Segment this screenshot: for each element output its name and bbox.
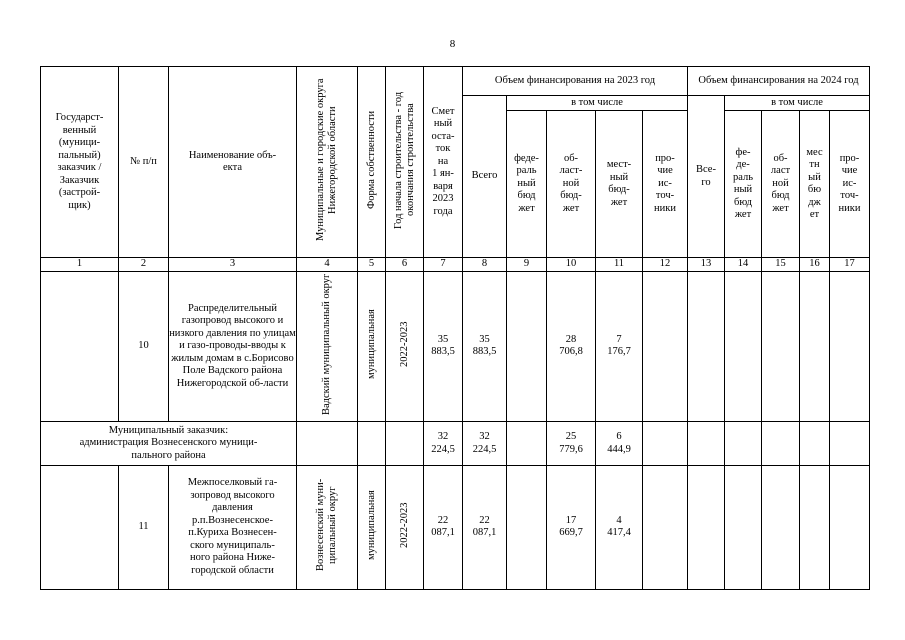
column-number: 5 <box>358 258 386 272</box>
column-number: 11 <box>596 258 643 272</box>
customer-group: Муниципальный заказчик: администрация Вознесенского муници- пального района <box>41 422 297 466</box>
financing-table <box>40 66 870 590</box>
header-local-2023: мест- ный бюд- жет <box>596 111 643 258</box>
column-number: 14 <box>725 258 762 272</box>
local-2023-value: 7 176,7 <box>596 271 643 422</box>
total-2024-value <box>688 466 725 590</box>
regional-2024-value <box>762 466 800 590</box>
ownership: муниципальная <box>365 309 377 379</box>
column-number: 10 <box>547 258 596 272</box>
regional-2023-value: 28 706,8 <box>547 271 596 422</box>
total-2024-value <box>688 422 725 466</box>
header-regional-2023: об- ласт- ной бюд- жет <box>547 111 596 258</box>
federal-2023-value <box>507 422 547 466</box>
other-2024-value <box>830 422 870 466</box>
header-ownership-cell <box>358 67 386 258</box>
header-regional-2024: об- ласт ной бюд жет <box>762 111 800 258</box>
column-number: 8 <box>463 258 507 272</box>
header-local-2024: мес тн ый бю дж ет <box>800 111 830 258</box>
header-federal-2023: феде- раль ный бюд жет <box>507 111 547 258</box>
regional-2023-value: 17 669,7 <box>547 466 596 590</box>
column-number: 7 <box>424 258 463 272</box>
column-number: 17 <box>830 258 870 272</box>
header-customer: Государст- венный (муници- пальный) заказчик / Заказчик (застрой- щик) <box>41 67 119 258</box>
years-cell <box>386 271 424 422</box>
total-2023-value: 35 883,5 <box>463 271 507 422</box>
object-name: Распределительный газопровод высокого и низкого давления по улицам и газо-проводы-вводы к жилым домам в с.Борисово Поле Вадского района Нижегородской об-ласти <box>169 271 297 422</box>
local-2024-value <box>800 466 830 590</box>
ownership-cell <box>358 466 386 590</box>
header-years: Год начала строительства - год окончания строительства <box>392 91 416 229</box>
local-2023-value: 6 444,9 <box>596 422 643 466</box>
header-fin-2023: Объем финансирования на 2023 год <box>463 67 688 96</box>
header-municipality: Муниципальные и городские округа Нижегородской области <box>315 78 338 242</box>
column-number: 16 <box>800 258 830 272</box>
column-number: 4 <box>297 258 358 272</box>
column-number: 12 <box>643 258 688 272</box>
column-number: 9 <box>507 258 547 272</box>
header-total-2024: Все- го <box>688 96 725 258</box>
total-2023-value: 32 224,5 <box>463 422 507 466</box>
years: 2022-2023 <box>398 321 410 367</box>
customer-group-row <box>41 422 870 466</box>
column-number: 13 <box>688 258 725 272</box>
municipality: Вознесенский муни- ципальный округ <box>315 478 338 572</box>
other-2024-value <box>830 466 870 590</box>
table-row <box>41 466 870 590</box>
row-number: 11 <box>119 466 169 590</box>
federal-2024-value <box>725 422 762 466</box>
other-2023-value <box>643 466 688 590</box>
other-2024-value <box>830 271 870 422</box>
ownership-cell <box>358 422 386 466</box>
local-2023-value: 4 417,4 <box>596 466 643 590</box>
header-no: № п/п <box>119 67 169 258</box>
header-ownership: Форма собственности <box>365 110 377 209</box>
column-number: 3 <box>169 258 297 272</box>
municipality-cell <box>297 422 358 466</box>
federal-2024-value <box>725 271 762 422</box>
column-number: 2 <box>119 258 169 272</box>
years: 2022-2023 <box>398 502 410 548</box>
column-number: 15 <box>762 258 800 272</box>
header-including-2024: в том числе <box>725 96 870 111</box>
municipality-cell <box>297 271 358 422</box>
table-row <box>41 271 870 422</box>
total-2024-value <box>688 271 725 422</box>
header-years-cell <box>386 67 424 258</box>
column-number-row <box>41 258 870 272</box>
years-cell <box>386 466 424 590</box>
local-2024-value <box>800 422 830 466</box>
header-total-2023: Всего <box>463 96 507 258</box>
header-municipality-cell <box>297 67 358 258</box>
header-fin-2024: Объем финансирования на 2024 год <box>688 67 870 96</box>
federal-2024-value <box>725 466 762 590</box>
federal-2023-value <box>507 466 547 590</box>
balance-value: 35 883,5 <box>424 271 463 422</box>
header-other-2023: про- чие ис- точ- ники <box>643 111 688 258</box>
years-cell <box>386 422 424 466</box>
ownership: муниципальная <box>365 490 377 560</box>
header-other-2024: про- чие ис- точ- ники <box>830 111 870 258</box>
row-number: 10 <box>119 271 169 422</box>
customer-cell <box>41 271 119 422</box>
other-2023-value <box>643 422 688 466</box>
other-2023-value <box>643 271 688 422</box>
regional-2024-value <box>762 422 800 466</box>
local-2024-value <box>800 271 830 422</box>
municipality-cell <box>297 466 358 590</box>
object-name: Межпоселковый га- зопровод высокого давления р.п.Вознесенское- п.Куриха Вознесен- ского муниципаль- ного района Ниже- городской области <box>169 466 297 590</box>
balance-value: 22 087,1 <box>424 466 463 590</box>
federal-2023-value <box>507 271 547 422</box>
regional-2023-value: 25 779,6 <box>547 422 596 466</box>
page-number: 8 <box>449 38 456 50</box>
ownership-cell <box>358 271 386 422</box>
header-including-2023: в том числе <box>507 96 688 111</box>
customer-cell <box>41 466 119 590</box>
header-federal-2024: фе- де- раль ный бюд жет <box>725 111 762 258</box>
balance-value: 32 224,5 <box>424 422 463 466</box>
column-number: 6 <box>386 258 424 272</box>
regional-2024-value <box>762 271 800 422</box>
header-balance: Смет ный оста- ток на 1 ян- варя 2023 года <box>424 67 463 258</box>
total-2023-value: 22 087,1 <box>463 466 507 590</box>
column-number: 1 <box>41 258 119 272</box>
municipality: Вадский муниципальный округ <box>321 273 332 415</box>
header-object-name: Наименование объ- екта <box>169 67 297 258</box>
